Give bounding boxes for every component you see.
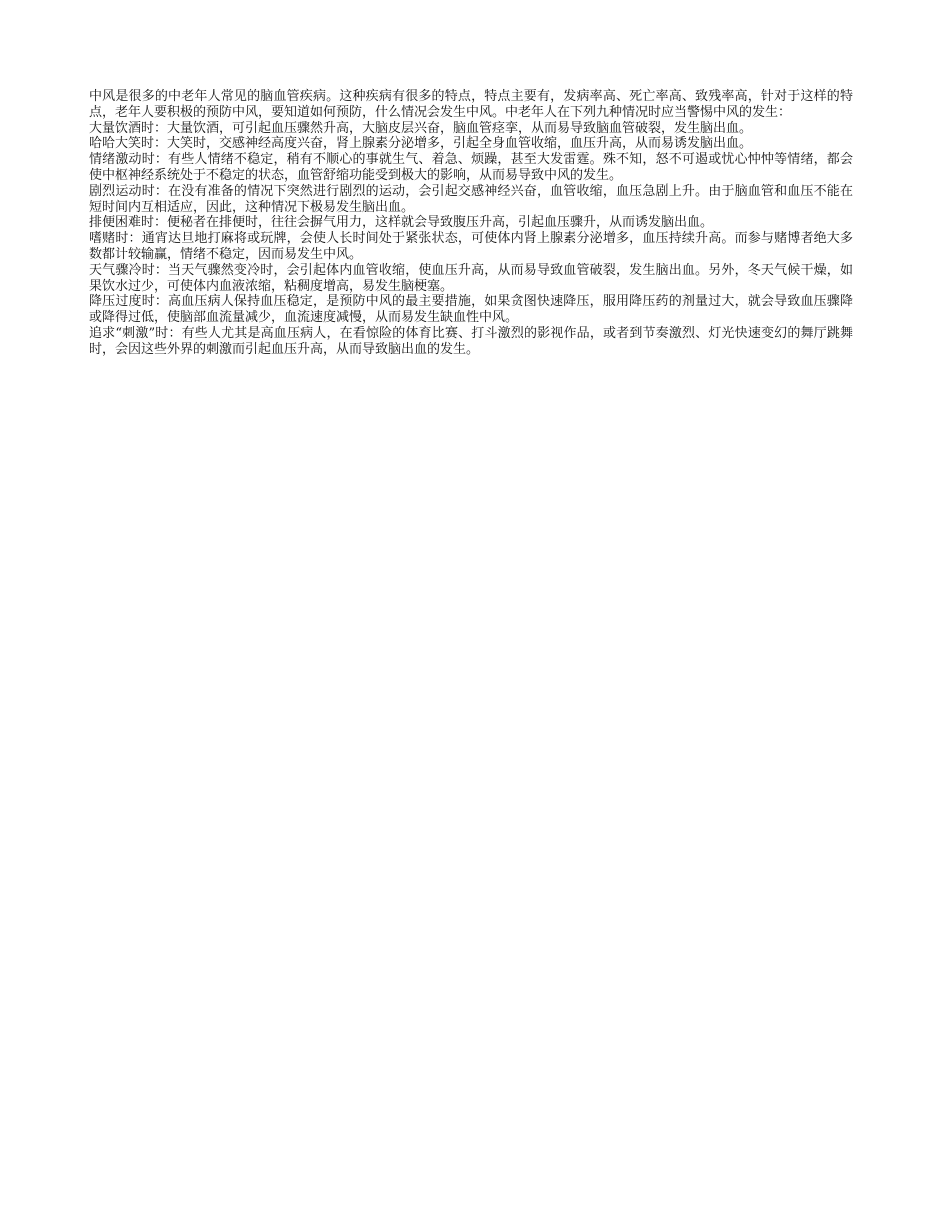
paragraph-heavy-drinking: 大量饮酒时：大量饮酒，可引起血压骤然升高，大脑皮层兴奋，脑血管痉挛，从而易导致脑血管破裂，发生脑出血。 [89,120,753,136]
paragraph-emotional: 情绪激动时：有些人情绪不稳定，稍有不顺心的事就生气、着急、烦躁，甚至大发雷霆。殊不知，怒不可遏或忧心忡忡等情绪，都会使中枢神经系统处于不稳定的状态，血管舒缩功能受到极大的影响，从而易导致中风的发生。 [89,152,853,183]
paragraph-constipation: 排便困难时：便秘者在排便时，往往会摒气用力，这样就会导致腹压升高，引起血压骤升，从而诱发脑出血。 [89,215,714,231]
document-body [89,89,853,358]
paragraph-over-lowering-pressure: 降压过度时：高血压病人保持血压稳定，是预防中风的最主要措施，如果贪图快速降压，服用降压药的剂量过大，就会导致血压骤降或降得过低，使脑部血流量减少，血流速度减慢，从而易发生缺血性中风。 [89,294,853,326]
paragraph-laughing: 哈哈大笑时：大笑时，交感神经高度兴奋，肾上腺素分泌增多，引起全身血管收缩，血压升高，从而易诱发脑出血。 [89,136,753,152]
paragraph-cold-weather: 天气骤冷时：当天气骤然变冷时，会引起体内血管收缩，使血压升高，从而易导致血管破裂，发生脑出血。另外，冬天气候干燥，如果饮水过少，可使体内血液浓缩，粘稠度增高，易发生脑梗塞。 [89,262,853,294]
paragraph-gambling: 嗜赌时：通宵达旦地打麻将或玩牌，会使人长时间处于紧张状态，可使体内肾上腺素分泌增多，血压持续升高。而参与赌博者绝大多数都计较输赢，情绪不稳定，因而易发生中风。 [89,231,853,262]
intro-paragraph: 中风是很多的中老年人常见的脑血管疾病。这种疾病有很多的特点，特点主要有，发病率高、死亡率高、致残率高，针对于这样的特点，老年人要积极的预防中风，要知道如何预防，什么情况会发生中风。中老年人在下列九种情况时应当警惕中风的发生： [89,89,853,120]
paragraph-seeking-excitement: 追求“刺激”时：有些人尤其是高血压病人，在看惊险的体育比赛、打斗激烈的影视作品，或者到节奏激烈、灯光快速变幻的舞厅跳舞时，会因这些外界的刺激而引起血压升高，从而导致脑出血的发生。 [89,325,853,357]
paragraph-strenuous-exercise: 剧烈运动时：在没有准备的情况下突然进行剧烈的运动，会引起交感神经兴奋，血管收缩，血压急剧上升。由于脑血管和血压不能在短时间内互相适应，因此，这种情况下极易发生脑出血。 [89,183,853,215]
